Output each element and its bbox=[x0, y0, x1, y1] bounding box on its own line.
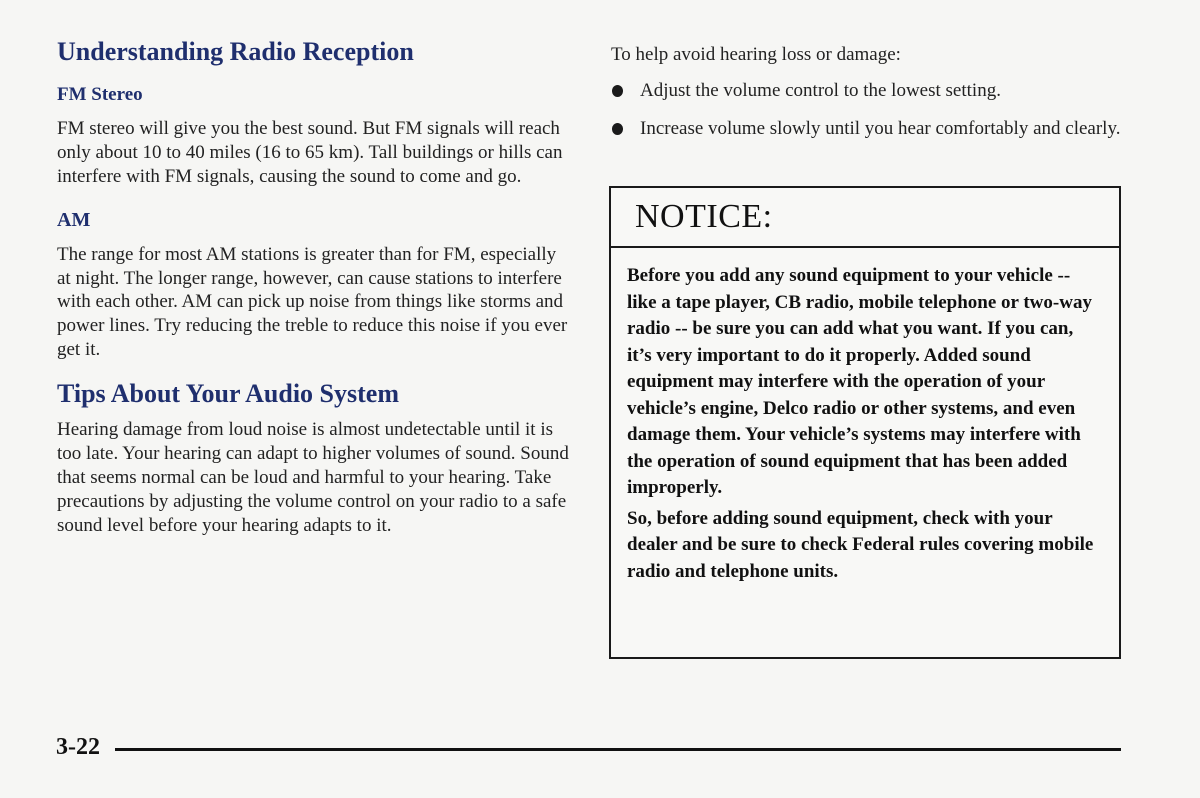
page-footer bbox=[56, 734, 1122, 764]
notice-title: NOTICE: bbox=[635, 198, 773, 235]
subheading-fm-stereo: FM Stereo bbox=[57, 83, 143, 105]
section-title-audio-tips: Tips About Your Audio System bbox=[57, 378, 399, 408]
footer-rule bbox=[115, 748, 1121, 751]
audio-tips-paragraph: Hearing damage from loud noise is almost undetectable until it is too late. Your hearing can adapt to higher volumes of sound. Sound that seems normal can be loud and harmful to your hearing. Take precautions by adjusting the volume control on your radio to a safe sound level before your hearing adapts to it. bbox=[57, 419, 569, 536]
list-item-text: Increase volume slowly until you hear comfortably and clearly. bbox=[640, 118, 1121, 139]
notice-box bbox=[609, 186, 1121, 659]
list-item-text: Adjust the volume control to the lowest setting. bbox=[640, 80, 1001, 101]
right-column bbox=[609, 43, 1124, 155]
hearing-tips-list bbox=[609, 79, 1124, 141]
hearing-loss-intro: To help avoid hearing loss or damage: bbox=[611, 44, 901, 65]
notice-header bbox=[611, 188, 1119, 248]
notice-body bbox=[611, 248, 1119, 585]
list-item bbox=[609, 79, 1124, 103]
page-number: 3-22 bbox=[56, 734, 100, 760]
notice-paragraph-dealer: So, before adding sound equipment, check with your dealer and be sure to check Federal rules covering mobile radio and telephone units. bbox=[627, 507, 1094, 582]
bullet-dot-icon bbox=[612, 85, 623, 97]
am-paragraph: The range for most AM stations is greater than for FM, especially at night. The longer range, however, can cause stations to interfere with each other. AM can pick up noise from things like storms and power lines. Try reducing the treble to reduce this noise if you ever get it. bbox=[57, 243, 568, 361]
fm-stereo-paragraph: FM stereo will give you the best sound. But FM signals will reach only about 10 to 40 miles (16 to 65 km). Tall buildings or hills can interfere with FM signals, causing the sound to come and go. bbox=[57, 118, 563, 188]
left-column bbox=[57, 38, 569, 537]
section-title-radio-reception: Understanding Radio Reception bbox=[57, 37, 414, 66]
subheading-am: AM bbox=[57, 208, 91, 231]
list-item bbox=[609, 117, 1124, 141]
notice-paragraph-equipment: Before you add any sound equipment to your vehicle -- like a tape player, CB radio, mobile telephone or two-way radio -- be sure you can add what you want. If you can, it’s very important to do it properly. Added sound equipment may interfere with the operation of your vehicle’s engine, Delco radio or other systems, and even damage them. Your vehicle’s systems may interfere with the operation of sound equipment that has been added improperly. bbox=[627, 265, 1092, 498]
bullet-dot-icon bbox=[612, 123, 623, 135]
